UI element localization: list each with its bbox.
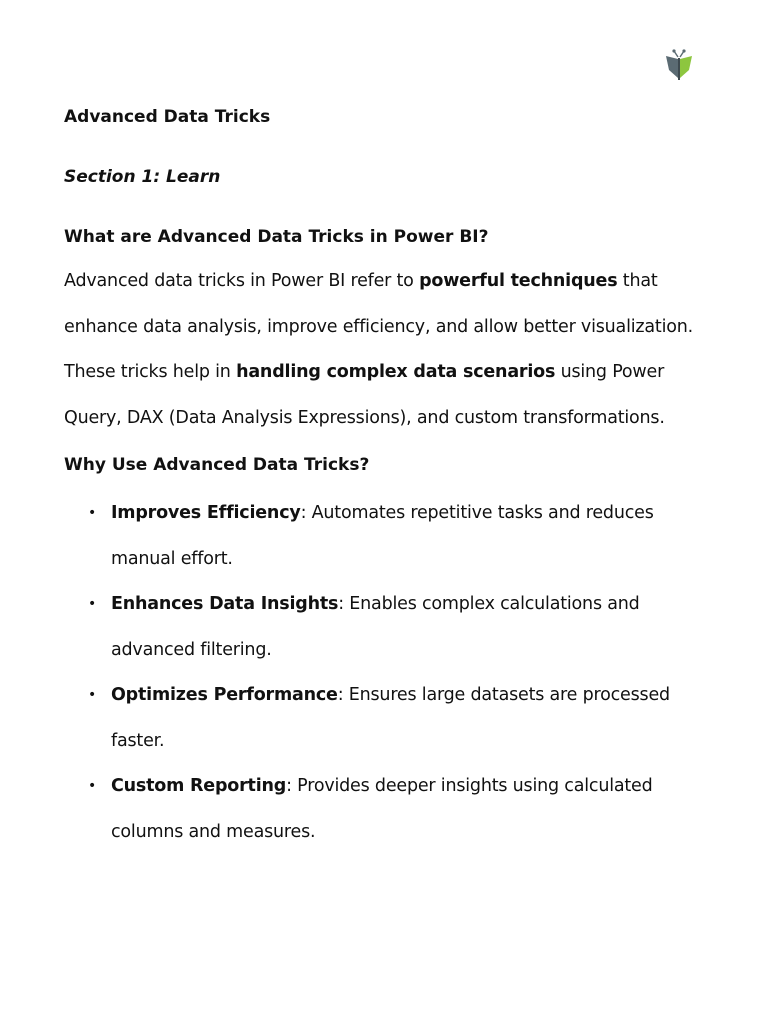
butterfly-logo-icon — [660, 48, 700, 88]
bullet-icon: • — [88, 596, 97, 612]
why-heading: Why Use Advanced Data Tricks? — [64, 455, 370, 475]
list-item-text: : Provides deeper insights using calculated columns and measures. — [111, 776, 653, 842]
list-item-term: Custom Reporting — [111, 776, 287, 796]
list-item — [64, 491, 704, 582]
document-title: Advanced Data Tricks — [64, 107, 271, 127]
list-item — [64, 764, 704, 855]
list-item-text: : Automates repetitive tasks and reduces manual effort. — [111, 503, 654, 569]
bullet-icon: • — [88, 778, 97, 794]
bullet-icon: • — [88, 687, 97, 703]
list-item-text: : Enables complex calculations and advanced filtering. — [111, 594, 640, 660]
list-item — [64, 582, 704, 673]
list-item-term: Enhances Data Insights — [111, 594, 339, 614]
question-heading: What are Advanced Data Tricks in Power BI? — [64, 227, 489, 247]
list-item-term: Improves Efficiency — [111, 503, 301, 523]
section-heading: Section 1: Learn — [64, 167, 221, 187]
bullet-icon: • — [88, 505, 97, 521]
benefits-list — [64, 491, 704, 855]
intro-paragraph: Advanced data tricks in Power BI refer to powerful techniques that enhance data analysis, improve efficiency, and allow better visualization. These tricks help in handling complex data scenarios using Power Query, DAX (Data Analysis Expressions), and custom transformations. — [64, 271, 694, 428]
document-body — [64, 103, 704, 855]
list-item — [64, 673, 704, 764]
list-item-term: Optimizes Performance — [111, 685, 338, 705]
list-item-text: : Ensures large datasets are processed faster. — [111, 685, 670, 751]
bold-phrase: powerful techniques — [419, 271, 618, 291]
bold-phrase: handling complex data scenarios — [236, 362, 556, 382]
